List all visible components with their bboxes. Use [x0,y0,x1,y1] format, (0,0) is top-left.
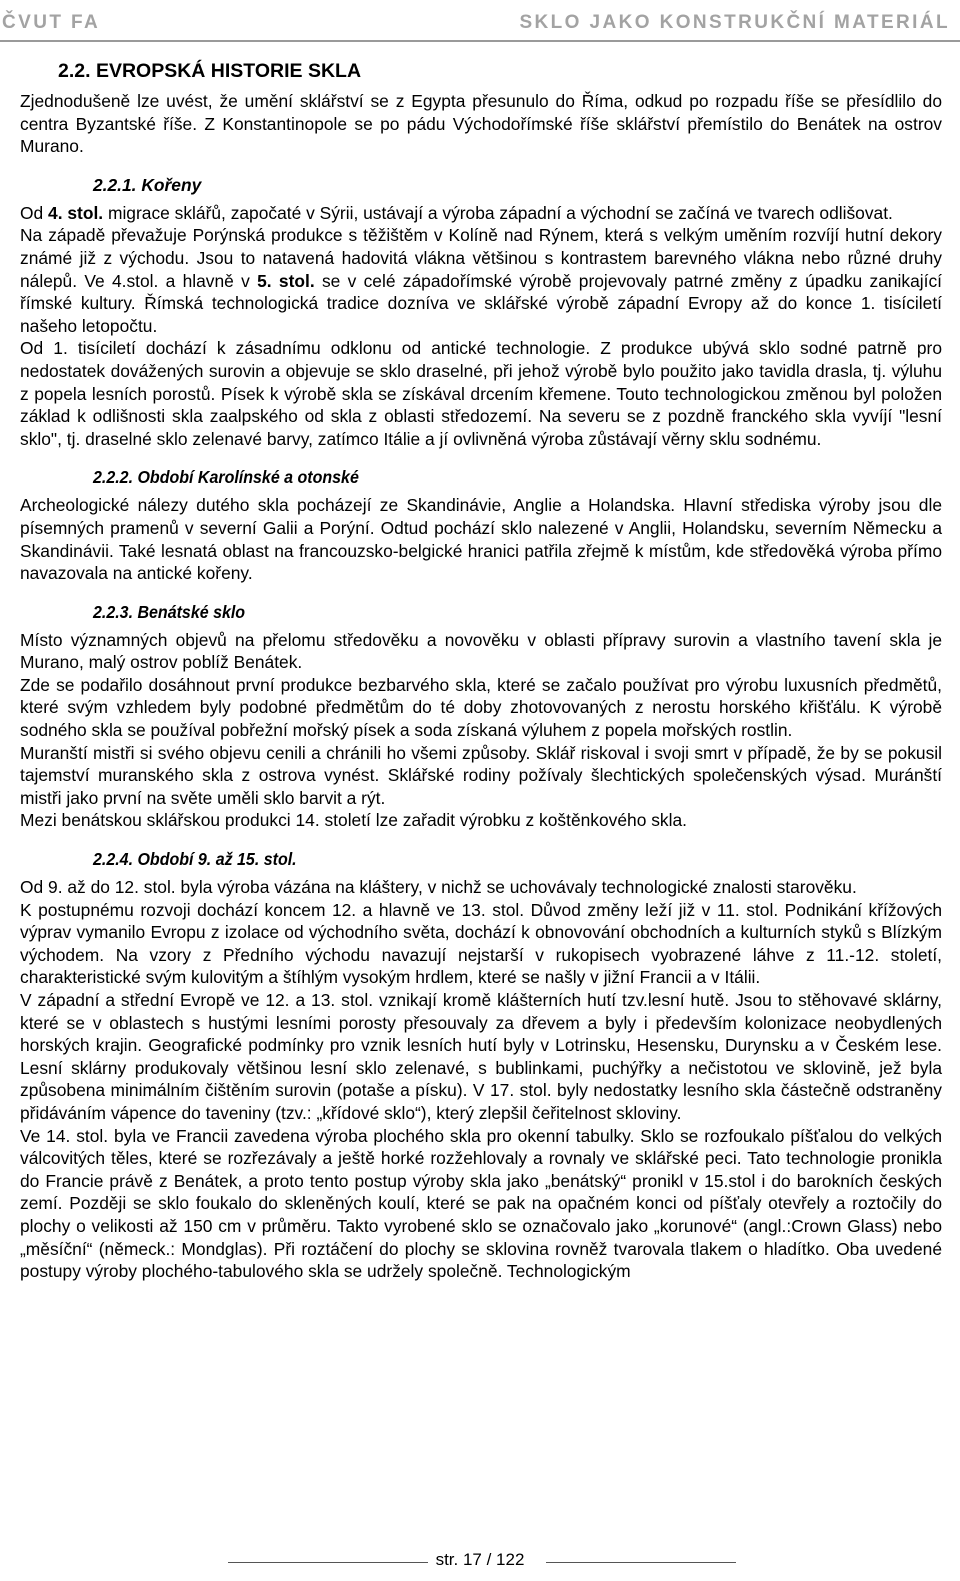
koreny-paragraph-2 [20,224,942,337]
page-content [20,58,942,1283]
header-institution: ČVUT FA [2,12,101,33]
header-document-title: SKLO JAKO KONSTRUKČNÍ MATERIÁL [519,12,950,33]
section-intro: Zjednodušeně lze uvést, že umění sklářství se z Egypta přesunulo do Říma, odkud po rozpadu říše se přesídlilo do centra Byzantské říše. Z Konstantinopole se po pádu Východořímské říše sklářství přemístilo do Benátek na ostrov Murano. [20,91,942,157]
text-run: Na západě převažuje Porýnská produkce s těžištěm v Kolíně nad Rýnem, která s velkým uměním rozvíjí hutní dekory známé již z východu. Jsou to natavená hadovitá vlákna většinou s kontrastem barevného vlákna nebo různé druhy nálepů. Ve 4.stol. a hlavně v [20,225,942,291]
text-run-bold: 5. stol. [257,270,315,291]
benatske-paragraph-1: Místo významných objevů na přelomu středověku a novověku v oblasti přípravy surovin a vlastního tavení skla je Murano, malý ostrov poblíž Benátek. [20,629,942,673]
karolinske-paragraph-1: Archeologické nálezy dutého skla pocházejí ze Skandinávie, Anglie a Holandska. Hlavní střediska výroby jsou dle písemných pramenů v severní Galii a Porýní. Odtud pochází sklo nalezené v Anglii, Holandsku, severním Německu a Skandinávii. Také lesnatá oblast na francouzsko-belgické hranici patřila zřejmě k místům, kde středověká výroba přímo navazovala na antické kořeny. [20,495,942,584]
section-title: 2.2. EVROPSKÁ HISTORIE SKLA [58,60,362,82]
page-number-label: str. 17 / 122 [428,1550,533,1569]
page-number [0,1550,960,1570]
obdobi-paragraph-4: Ve 14. stol. byla ve Francii zavedena výroba plochého skla pro okenní tabulky. Sklo se rozfoukalo píšťalou do velkých válcovitých těles, které se rozřezávaly a ještě horké rozžehlovaly a rovnaly ve sklářské peci. Tato technologie pronikla do Francie právě z Benátek, a proto tento postup výroby skla jako „benátský“ pronikl v 15.stol i do barokních českých zemí. Později se sklo foukalo do skleněných koulí, které se pak na opačném konci od píšťaly otevřely a roztočily do plochy o velikosti až 150 cm v průměru. Takto vyrobené sklo se označovalo jako „korunové“ (angl.:Crown Glass) nebo „měsíční“ (německ.: Mondglas). Při roztáčení do plochy se sklovina rovněž tvarovala tlakem o hladítko. Oba uvedené postupy výroby plochého-tabulového skla se udržely společně. Technologickým [20,1125,942,1282]
page-header [0,8,960,38]
koreny-paragraph-3: Od 1. tisíciletí dochází k zásadnímu odklonu od antické technologie. Z produkce ubývá sklo sodné patrně pro nedostatek dovážených surovin a objevuje se sklo draselné, při jehož výrobě bylo použito jako tavidla drasla, tj. výluhu z popela lesních porostů. Písek k výrobě skla se získával drcením křemene. Touto technologickou změnou byl položen základ k odlišnosti skla zaalpského od skla z oblasti středozemí. Na severu se z pozdně franckého skla vyvíjí "lesní sklo", tj. draselné sklo zelenavé barvy, zatímco Itálie a jí ovlivněná výroba zůstávají věrny sklu sodnému. [20,338,942,449]
text-run: migrace sklářů, započaté v Sýrii, ustávají a výroba západní a východní se začíná ve tvarech odlišovat. [103,202,893,223]
benatske-paragraph-3: Muranští mistři si svého objevu cenili a chránili ho všemi způsoby. Sklář riskoval i svoji smrt v případě, že by se pokusil tajemství muranského skla z ostrova vynést. Sklářské rodiny požívaly šlechtických společenských výsad. Muránští mistři jako první na světe uměli sklo barvit a rýt. [20,742,942,808]
obdobi-paragraph-3: V západní a střední Evropě ve 12. a 13. stol. vznikají kromě klášterních hutí tzv.lesní hutě. Jsou to stěhovavé sklárny, které se v oblastech s hustými lesními porosty přesouvaly za dřevem a byly i především kolonizace neobydlených horských krajin. Geografické podmínky pro vznik lesních hutí byly v Lotrinsku, Hesensku, Durynsku a v Českém lese. Lesní sklárny produkovaly většinou lesní sklo zelenavé, s bublinkami, puchýřky a nečistotou ve sklovině, jež byla způsobena minimálním čištěním surovin (potaše a písku). V 17. stol. byly nedostatky lesního skla částečně odstraněny přidáváním vápence do taveniny (tzv.: „křídové sklo“), který zlepšil čeřitelnost skloviny. [20,990,942,1123]
text-run: se v celé západořímské výrobě projevovaly patrné změny z úpadku zanikající římské kultury. Římská technologická tradice dozníva ve sklářské výrobě západní Evropy až do konce 1. tisíciletí našeho letopočtu. [20,270,942,336]
subsection-title-obdobi: 2.2.4. Období 9. až 15. stol. [93,849,297,870]
benatske-paragraph-4: Mezi benátskou sklářskou produkci 14. století lze zařadit výrobku z koštěnkového skla. [20,810,687,831]
header-rule [0,40,960,42]
subsection-title-benatske: 2.2.3. Benátské sklo [93,601,246,622]
text-run: Od [20,202,49,223]
subsection-title-koreny: 2.2.1. Kořeny [93,174,202,195]
subsection-title-karolinske: 2.2.2. Období Karolínské a otonské [93,467,359,488]
text-run-bold: 4. stol. [48,202,104,223]
obdobi-paragraph-1: Od 9. až do 12. stol. byla výroba vázána na kláštery, v nichž se uchovávaly technologické znalosti starověku. [20,877,857,898]
obdobi-paragraph-2: K postupnému rozvoji dochází koncem 12. a hlavně ve 13. stol. Důvod změny leží již v 11. stol. Podnikání křížových výprav vymanilo Evropu z izolace od východního světa, dochází k obnovování obchodních a kulturních styků s Blízkým východem. Na vzory z Předního východu navazují nejstarší v rukopisech vyobrazené láhve z 11.-12. století, charakteristické svým kulovitým a štíhlým vysokým hrdlem, které se našly v jižní Francii a v Itálii. [20,899,942,988]
benatske-paragraph-2: Zde se podařilo dosáhnout první produkce bezbarvého skla, které se začalo používat pro výrobu luxusních předmětů, které svým vzhledem byly podobné předmětům do té doby zhotovovaných z nerostu horského křišťálu. K výrobě sodného skla se používal pobřežní mořský písek a soda získaná výluhem z popela mořských rostlin. [20,674,942,741]
koreny-paragraph-1 [20,202,942,225]
page-footer [0,1550,960,1581]
